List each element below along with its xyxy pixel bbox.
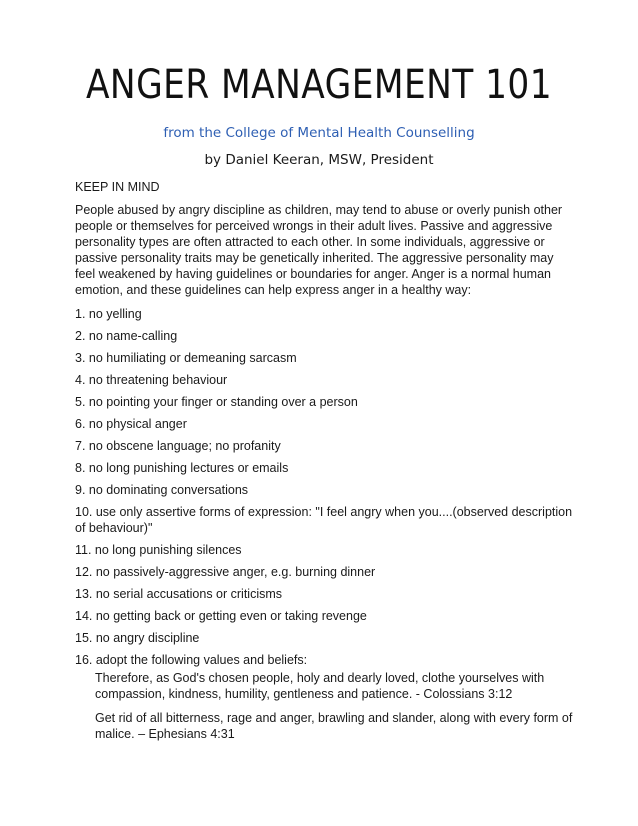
- list-item: 9. no dominating conversations: [75, 483, 249, 497]
- list-item: 16. adopt the following values and beliefs:: [75, 653, 308, 667]
- list-item: 5. no pointing your finger or standing over a person: [75, 395, 358, 409]
- document-byline: by Daniel Keeran, MSW, President: [204, 152, 434, 168]
- list-item: 4. no threatening behaviour: [75, 373, 228, 387]
- list-item: 2. no name-calling: [75, 329, 178, 343]
- list-item: 6. no physical anger: [75, 417, 187, 431]
- section-heading: KEEP IN MIND: [75, 180, 160, 194]
- quote-ephesians: Get rid of all bitterness, rage and anger, brawling and slander, along with every form of malice. – Ephesians 4:31: [95, 711, 573, 741]
- quote-colossians: Therefore, as God's chosen people, holy and dearly loved, clothe yourselves with compassion, kindness, humility, gentleness and patience. - Colossians 3:12: [95, 671, 545, 701]
- list-item: 13. no serial accusations or criticisms: [75, 587, 283, 601]
- list-item: 1. no yelling: [75, 307, 142, 321]
- list-item: 3. no humiliating or demeaning sarcasm: [75, 351, 297, 365]
- document-subtitle: from the College of Mental Health Counselling: [163, 125, 475, 141]
- list-item: 15. no angry discipline: [75, 631, 200, 645]
- list-item: 10. use only assertive forms of expression: "I feel angry when you....(observed description of behaviour)": [75, 505, 573, 535]
- scripture-quotes: [95, 670, 575, 742]
- list-item: 7. no obscene language; no profanity: [75, 439, 281, 453]
- list-item: 12. no passively-aggressive anger, e.g. burning dinner: [75, 565, 376, 579]
- list-item: 14. no getting back or getting even or taking revenge: [75, 609, 367, 623]
- intro-paragraph: People abused by angry discipline as children, may tend to abuse or overly punish other people or themselves for perceived wrongs in their adult lives. Passive and aggressive personality types are often attracted to each other. In some individuals, aggressive or passive personality traits may be genetically inherited. The aggressive personality may feel weakened by having guidelines or boundaries for anger. Anger is a normal human emotion, and these guidelines can help express anger in a healthy way:: [75, 203, 563, 297]
- list-item: 11. no long punishing silences: [75, 543, 242, 557]
- list-item: 8. no long punishing lectures or emails: [75, 461, 289, 475]
- document-title: ANGER MANAGEMENT 101: [85, 62, 553, 108]
- guidelines-list: [75, 306, 575, 674]
